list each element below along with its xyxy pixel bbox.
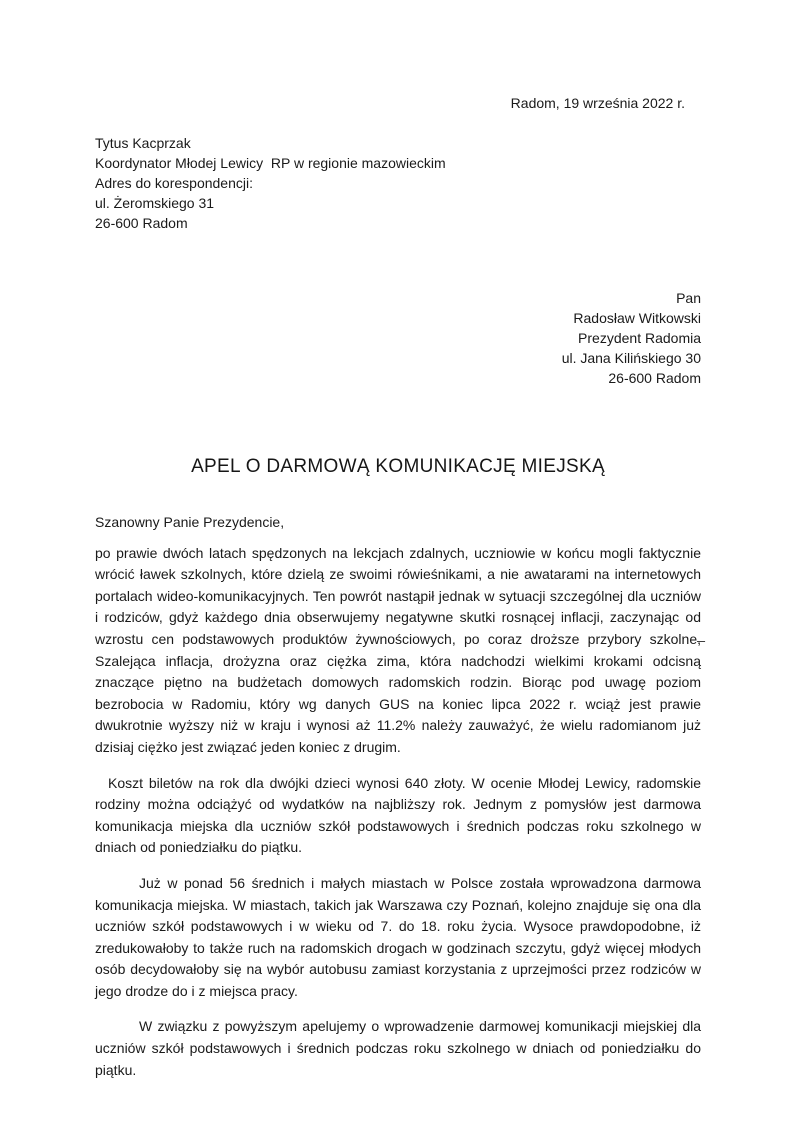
- sender-block: [95, 133, 701, 233]
- sender-postal-city: 26-600 Radom: [95, 215, 188, 231]
- sender-role: Koordynator Młodej Lewicy RP w regionie mazowieckim: [95, 155, 446, 171]
- letter-content: [95, 93, 701, 1081]
- sender-name: Tytus Kacprzak: [95, 135, 191, 151]
- paragraph-other-cities: Już w ponad 56 średnich i małych miastach w Polsce została wprowadzona darmowa komunikacja miejska. W miastach, takich jak Warszawa czy Poznań, kolejno znajduje się ona dla uczniów szkół podstawowych i w wieku od 7. do 18. roku życia. Wysoce prawdopodobne, iż zredukowałoby to także ruch na radomskich drogach w godzinach szczytu, gdyż więcej młodych osób decydowałoby się na wybór autobusu zamiast korzystania z uprzejmości przez rodziców w jego drodze do i z miejsca pracy.: [95, 874, 701, 999]
- sender-address-label: Adres do korespondencji:: [95, 175, 253, 191]
- recipient-street: ul. Jana Kilińskiego 30: [561, 350, 701, 366]
- recipient-honorific: Pan: [676, 290, 701, 306]
- paragraph-ticket-costs: Koszt biletów na rok dla dwójki dzieci wynosi 640 złoty. W ocenie Młodej Lewicy, radomskie rodziny można odciążyć od wydatków na najbliższy rok. Jednym z pomysłów jest darmowa komunikacja miejska dla uczniów szkół podstawowych i średnich podczas roku szkolnego w dniach od poniedziałku do piątku.: [95, 774, 701, 856]
- recipient-postal-city: 26-600 Radom: [608, 370, 701, 386]
- recipient-name: Radosław Witkowski: [573, 310, 701, 326]
- paragraph-inflation-context: po prawie dwóch latach spędzonych na lekcjach zdalnych, uczniowie w końcu mogli faktycznie wrócić ławek szkolnych, które dzielą ze swoimi rówieśnikami, a nie awatarami na internetowych portalach wideo-komunikacyjnych. Ten powrót nastąpił jednak w sytuacji szczególnej dla uczniów i rodziców, gdyż każdego dnia obserwujemy negatywne skutki rosnącej inflacji, zaczynając od wzrostu cen podstawowych produktów żywnościowych, po coraz droższe przybory szkolne,̶ Szalejąca inflacja, drożyzna oraz ciężka zima, która nadchodzi wielkimi krokami odcisną znaczące piętno na budżetach domowych radomskich rodzin. Biorąc pod uwagę poziom bezrobocia w Radomiu, który wg danych GUS na koniec lipca 2022 r. wciąż jest prawie dwukrotnie wyższy niż w kraju i wynosi aż 11.2% należy zauważyć, że wielu radomianom już dzisiaj ciężko jest związać jeden koniec z drugim.: [95, 544, 701, 755]
- letter-title: APEL O DARMOWĄ KOMUNIKACJĘ MIEJSKĄ: [191, 456, 605, 477]
- paragraph-appeal-conclusion: W związku z powyższym apelujemy o wprowadzenie darmowej komunikacji miejskiej dla uczniów szkół podstawowych i średnich podczas roku szkolnego w dniach od poniedziałku do piątku.: [95, 1018, 701, 1078]
- sender-street: ul. Żeromskiego 31: [95, 195, 215, 211]
- date-line: Radom, 19 września 2022 r.: [510, 95, 685, 111]
- salutation: Szanowny Panie Prezydencie,: [95, 514, 285, 530]
- recipient-block: [95, 288, 701, 388]
- recipient-role: Prezydent Radomia: [578, 330, 701, 346]
